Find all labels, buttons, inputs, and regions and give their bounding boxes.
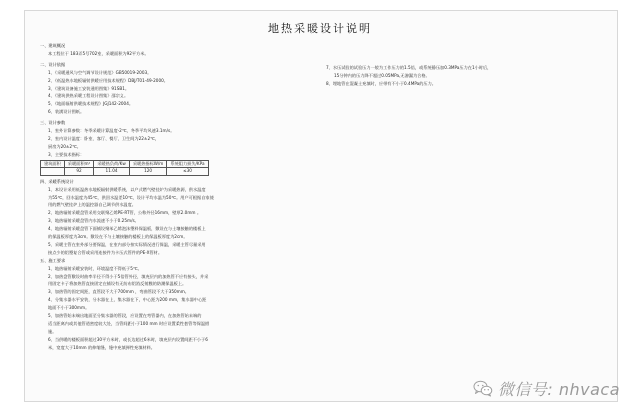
section-3-heading: 三、设计参数 <box>40 120 66 126</box>
section-3-item: 1、室外计算参数：冬季采暖计算温度-2℃，冬季平均风速3.1m/s。 <box>48 128 175 134</box>
section-5-line: 1、地热辐射采暖安装时，环境温度不得低于5℃。 <box>48 265 142 271</box>
section-5-line: 5、加热管始末端出地面至分集水器的管段，应设置在弯管器内，在加热管始末端的 <box>48 313 202 319</box>
table-cell <box>41 168 65 176</box>
section-4-line: 3、地热辐射采暖盘管内水流速不小于0.25m/s。 <box>48 218 139 224</box>
section-2-item: 5、《地面辐射供暖技术规程》JGJ142-2004。 <box>48 101 134 107</box>
section-2-item: 2、《低温热水地板辐射供暖应用技术规程》DBJ/T01-49-2000。 <box>48 77 168 83</box>
section-5-continued-line: 15分钟内的压力降不超过0.05MPa,无渗漏为合格。 <box>334 72 430 78</box>
section-2-item: 3、《建筑设备施工安装通用图集》91SB1。 <box>48 85 130 91</box>
section-1-body: 本工程位于 183弄5号702室，采暖面积为92平方米。 <box>48 50 149 56</box>
section-5-continued-line: 8、埋地管在混凝土充填时，应带有不小于0.4MPa的压力。 <box>326 80 436 86</box>
section-4-line: 为55℃，回水温度为45℃，供回水温差10℃，设计平均水温为50℃。用户可根据自家使 <box>48 194 214 200</box>
table-header-cell: 采暖面积m² <box>64 160 94 168</box>
section-5-continued-line: 7、水压试验的试验压力一般为工作压力的1.5倍，或系统静压加0.3MPa压力在1小时后， <box>326 65 492 70</box>
left-column <box>40 42 305 352</box>
section-5-line: 米，宽度大于10mm 的伸缩缝，缝中充填弹性充填材料。 <box>48 344 155 350</box>
table-cell: 120 <box>129 168 167 176</box>
section-3-item: 2、室内设计温度：卧室、客厅、餐厅、卫生间为22±2℃， <box>48 135 159 141</box>
wechat-watermark <box>473 377 620 400</box>
section-3-item: 厨房为20±2℃。 <box>48 143 81 149</box>
table-cell: ≤30 <box>167 168 208 176</box>
wechat-icon <box>473 380 493 397</box>
table-header-cell: 采暖热指标W/m <box>129 160 167 168</box>
table-header-cell: 采暖热负荷/Kw <box>94 160 130 168</box>
section-5-line: 适当距离内或其他管道密度较大处，当管间距小于100 mm 时应设置柔性套管等保温措 <box>48 321 210 326</box>
section-2-item: 4、《建筑供热采暖工程设计图集》邵宗义。 <box>48 93 129 99</box>
section-5-heading: 五、施工要求 <box>40 257 66 263</box>
section-4-line: 2、地热辐射采暖盘管采用交联聚乙烯PE-RT管，公称外径16mm，壁厚2.0mm 。 <box>48 210 202 216</box>
right-column <box>326 64 596 88</box>
section-5-line: 4、分集水器水平安装，分水器在上，集水器在下，中心距为200 mm，集水器中心距 <box>48 297 207 303</box>
section-2-item: 6、装潢设计图纸。 <box>48 109 85 115</box>
section-5-line: 3、加热管的固定间距，直管段不大于700mm ，弯曲管段不大于350mm。 <box>48 289 189 295</box>
section-5-line: 用固定卡子将加热管直接固定在铺设有无纺布铝箔反射膜的防潮保温板上。 <box>48 281 187 287</box>
section-2-item: 1、《采暖通风与空气调节设计规范》GB50019-2003。 <box>48 69 152 75</box>
section-4-line: 5、采暖主管在室外部分要保温，在室内部分按实际情况进行保温，采暖主管尽量采用 <box>48 241 206 247</box>
table-header-cell: 系统阻力损失/KPa <box>167 160 208 168</box>
table-cell: 92 <box>64 168 94 176</box>
section-4-line: 4、地热辐射采暖盘管下面铺设聚苯乙烯泡沫塑料保温板，敷设在与土壤接触的楼板上 <box>48 226 206 232</box>
section-4-line: 的保温板厚度为3cm。敷设在不与土壤接触的楼板上的保温板厚度为2cm。 <box>48 234 188 240</box>
technical-indicators-table <box>40 160 209 176</box>
table-row <box>41 168 209 176</box>
table-header-row <box>41 160 209 168</box>
section-5-line: 6、当供暖的楼板面积超过30平方米时，或长边超过6米时，填充层内设置间距不小于6 <box>48 336 208 342</box>
section-1-heading: 一、建筑概况 <box>40 43 66 48</box>
section-4-line: 用的燃气壁挂炉上的温控器自己调节供水温度。 <box>48 202 136 208</box>
section-2-heading: 二、设计依据 <box>40 61 66 67</box>
section-4-line: 1、本设计采用低温热水地板辐射供暖系统，以户式燃气壁挂炉为采暖热源，供水温度 <box>48 186 206 192</box>
section-4-heading: 四、采暖系统设计 <box>40 178 74 184</box>
watermark-text: 微信号: nhvaca <box>497 380 620 399</box>
section-5-line: 施。 <box>48 328 57 334</box>
table-header-cell: 建筑面积 <box>41 160 65 168</box>
section-5-line: 地面不小于300mm。 <box>48 305 90 311</box>
table-cell: 11.04 <box>94 168 130 176</box>
section-3-item: 3、主要技术指标： <box>48 151 85 157</box>
section-4-line: 接点少的铝塑复合管或采用连接件为卡压式管件的PE-X管材。 <box>48 249 163 255</box>
section-5-line: 2、加热盘管敷设时曲率半径不得小于5倍管外径，填充层内的加热管不应有接头，并采 <box>48 273 209 279</box>
document-title: 地热采暖设计说明 <box>268 22 372 35</box>
